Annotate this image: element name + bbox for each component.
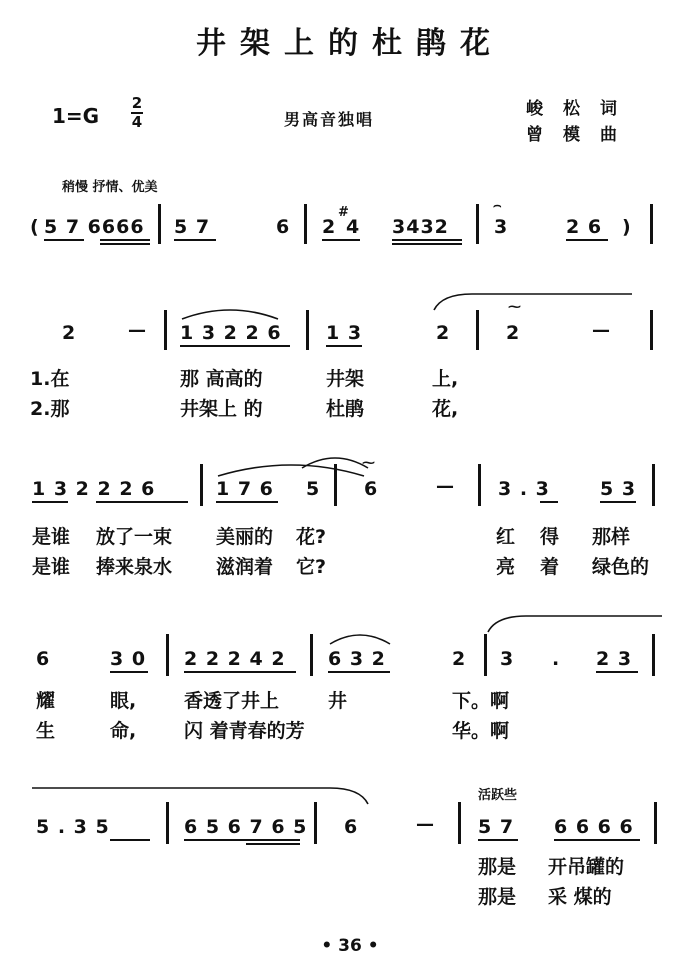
s3-measure-3: 6 xyxy=(364,478,379,500)
mordent-icon: ⁓ xyxy=(362,456,375,471)
lyric-v1: 下。啊 xyxy=(452,690,510,712)
lyric-v1: 上, xyxy=(432,368,459,390)
lyric-v2: 是谁 xyxy=(32,556,71,578)
s3-underline xyxy=(216,501,278,503)
s1-underline xyxy=(174,239,216,241)
s4-measure-1b: 3 0 xyxy=(110,648,147,670)
s1-measure-2: 5 7 xyxy=(174,216,211,238)
barline xyxy=(478,464,481,506)
s1-measure-4b: 2 6 xyxy=(566,216,603,238)
sharp-sign: # xyxy=(338,205,349,220)
slur xyxy=(30,782,370,806)
lyric-v1: 井架 xyxy=(326,368,365,390)
barline xyxy=(484,634,487,676)
barline xyxy=(200,464,203,506)
s5-measure-1: 5 . 3 5 xyxy=(36,816,110,838)
s1-measure-2b: 6 xyxy=(276,216,291,238)
s5-measure-3: 6 xyxy=(344,816,359,838)
barline xyxy=(306,310,309,350)
s4-measure-4b: . xyxy=(552,648,561,670)
lyric-v2: 生 xyxy=(36,720,56,742)
lyric-v1: 耀 xyxy=(36,690,56,712)
s4-measure-4: 3 xyxy=(500,648,515,670)
lyric-v2: 绿色的 xyxy=(592,556,650,578)
barline xyxy=(158,204,161,244)
s1-measure-1: 5 7 6666 xyxy=(44,216,145,238)
lyric-v2: 花, xyxy=(432,398,459,420)
barline xyxy=(652,634,655,676)
lyric-v2: 2.那 xyxy=(30,398,70,420)
s3-measure-1: 1 3 2 2 2 6 xyxy=(32,478,156,500)
s1-measure-4a: 3 xyxy=(494,216,509,238)
lyric-v2: 采 煤的 xyxy=(548,886,612,908)
lyric-v1: 开吊罐的 xyxy=(548,856,625,878)
s4-underline xyxy=(596,671,638,673)
s1-measure-3a: 2 xyxy=(322,216,337,238)
barline xyxy=(310,634,313,676)
slur xyxy=(486,614,666,634)
s2-dash2: — xyxy=(592,320,610,341)
composer-credit: 曾模曲 xyxy=(526,125,637,145)
lyric-v1: 那样 xyxy=(592,526,631,548)
meter-bottom: 4 xyxy=(131,113,143,131)
lyric-v1: 是谁 xyxy=(32,526,71,548)
lyric-v1: 井 xyxy=(328,690,348,712)
s3-measure-2b: 5 xyxy=(306,478,321,500)
s3-underline xyxy=(600,501,636,503)
performance-note: 男高音独唱 xyxy=(284,110,375,129)
tempo-marking-2: 活跃些 xyxy=(478,788,518,803)
lyric-v2: 华。啊 xyxy=(452,720,510,742)
lyric-v2: 它? xyxy=(296,556,327,578)
lyric-v2: 那是 xyxy=(478,886,517,908)
mordent-icon: ⁓ xyxy=(508,300,521,315)
lyric-v2: 闪 着青春的芳 xyxy=(184,720,305,742)
time-signature xyxy=(130,96,144,130)
barline xyxy=(166,634,169,676)
close-paren: ) xyxy=(622,216,632,238)
lyric-v2: 井架上 的 xyxy=(180,398,263,420)
s4-measure-1a: 6 xyxy=(36,648,51,670)
barline xyxy=(166,802,169,844)
lyric-v2: 命, xyxy=(110,720,137,742)
barline xyxy=(164,310,167,350)
s3-measure-2: 1 7 6 xyxy=(216,478,274,500)
barline xyxy=(476,310,479,350)
lyric-v2: 捧来泉水 xyxy=(96,556,173,578)
s2-measure-2: 1 3 2 2 6 xyxy=(180,322,282,344)
lyric-v1: 1.在 xyxy=(30,368,70,390)
lyric-v2: 着 xyxy=(540,556,560,578)
open-paren: ( xyxy=(30,216,40,238)
s2-underline xyxy=(180,345,290,347)
s2-measure-3a: 1 3 xyxy=(326,322,363,344)
barline xyxy=(650,204,653,244)
lyric-v1: 放了一束 xyxy=(96,526,173,548)
s5-underline xyxy=(110,839,150,841)
s1-underline xyxy=(392,243,462,245)
s2-measure-1: 2 xyxy=(62,322,77,344)
fermata: ⌢ xyxy=(493,198,502,213)
lyric-v2: 滋润着 xyxy=(216,556,274,578)
lyric-v1: 那是 xyxy=(478,856,517,878)
s5-measure-4: 5 7 xyxy=(478,816,515,838)
s2-dash: — xyxy=(128,320,146,341)
s5-underline xyxy=(246,843,300,845)
s1-measure-3c: 3432 xyxy=(392,216,449,238)
barline xyxy=(654,802,657,844)
barline xyxy=(652,464,655,506)
s1-underline xyxy=(44,239,84,241)
meter-top: 2 xyxy=(131,94,143,112)
s1-underline xyxy=(322,239,360,241)
s2-measure-4: 2 xyxy=(506,322,521,344)
song-title: 井架上的杜鹃花 xyxy=(196,26,504,61)
lyric-v1: 那 高高的 xyxy=(180,368,263,390)
lyricist-credit: 峻松词 xyxy=(526,99,637,119)
s3-measure-4b: 5 3 xyxy=(600,478,637,500)
s4-measure-4c: 2 3 xyxy=(596,648,633,670)
s4-underline xyxy=(328,671,390,673)
barline xyxy=(458,802,461,844)
s3-underline xyxy=(540,501,558,503)
s5-underline xyxy=(554,839,640,841)
lyric-v1: 花? xyxy=(296,526,327,548)
s1-measure-3b: 4 xyxy=(346,216,361,238)
slur xyxy=(432,292,642,312)
s5-underline xyxy=(184,839,300,841)
s1-underline xyxy=(100,243,150,245)
s4-underline xyxy=(184,671,296,673)
slur xyxy=(180,305,280,321)
lyric-v1: 香透了井上 xyxy=(184,690,280,712)
lyric-v1: 眼, xyxy=(110,690,137,712)
lyric-v1: 得 xyxy=(540,526,560,548)
barline xyxy=(314,802,317,844)
lyric-v2: 亮 xyxy=(496,556,516,578)
slur xyxy=(328,630,392,646)
s5-measure-2: 6 5 6 7 6 5 xyxy=(184,816,308,838)
s3-measure-4: 3 . 3 xyxy=(498,478,550,500)
tempo-marking: 稍慢 抒情、优美 xyxy=(62,180,158,195)
page-number: • 36 • xyxy=(321,936,379,956)
s4-measure-3: 6 3 2 xyxy=(328,648,386,670)
s2-measure-3b: 2 xyxy=(436,322,451,344)
s2-underline xyxy=(326,345,362,347)
s1-underline xyxy=(392,239,462,241)
barline xyxy=(650,310,653,350)
s1-underline xyxy=(566,239,608,241)
lyric-v1: 红 xyxy=(496,526,516,548)
s4-underline xyxy=(110,671,148,673)
s4-measure-3b: 2 xyxy=(452,648,467,670)
s3-dash: — xyxy=(436,476,454,497)
s3-underline xyxy=(96,501,188,503)
lyric-v1: 美丽的 xyxy=(216,526,274,548)
s3-underline xyxy=(32,501,68,503)
s5-underline xyxy=(478,839,518,841)
s5-dash: — xyxy=(416,814,434,835)
barline xyxy=(476,204,479,244)
lyric-v2: 杜鹃 xyxy=(326,398,365,420)
s4-measure-2: 2 2 2 4 2 xyxy=(184,648,286,670)
s5-measure-4b: 6 6 6 6 xyxy=(554,816,634,838)
slur xyxy=(300,452,370,470)
barline xyxy=(304,204,307,244)
s1-underline xyxy=(100,239,150,241)
key-signature: 1=G xyxy=(52,104,100,128)
